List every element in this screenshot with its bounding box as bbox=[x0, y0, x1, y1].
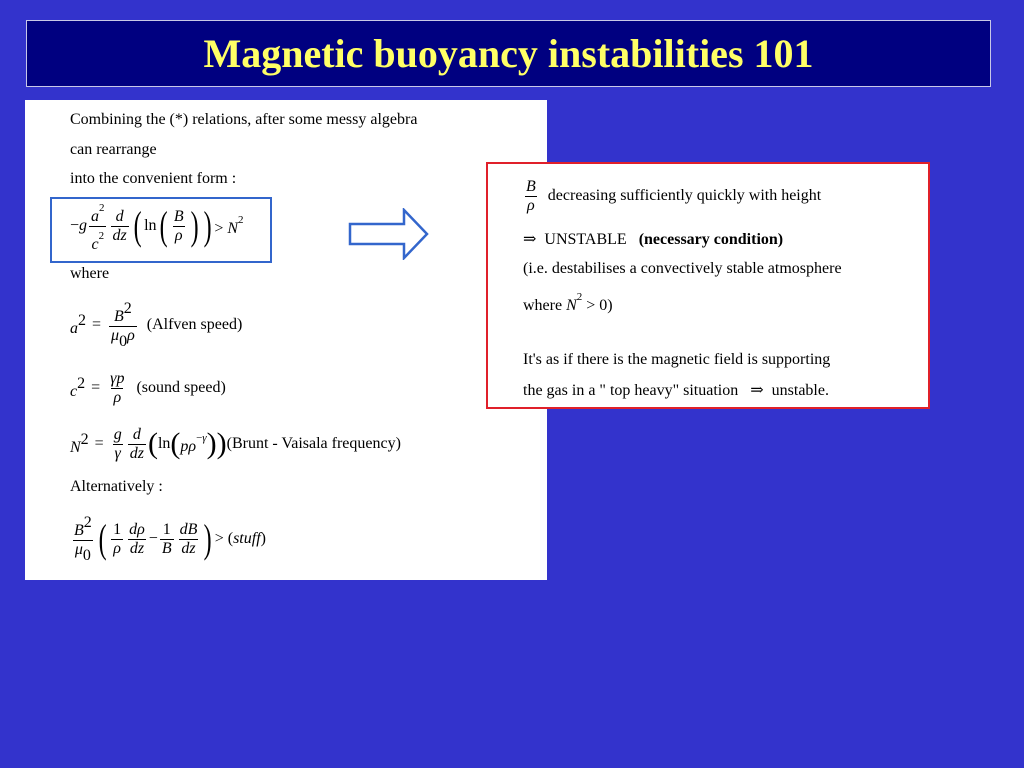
derivation-panel bbox=[25, 100, 547, 580]
conclusion-line-3: (i.e. destabilises a convectively stable atmosphere bbox=[523, 260, 842, 277]
alfven-equation: $a^2$ = $\frac{B^2}{\mu_0\rho}$ (Alfven speed) bbox=[70, 299, 243, 350]
where-n-text: where bbox=[523, 297, 563, 314]
alternatively-label: Alternatively : bbox=[70, 478, 163, 495]
title-bar bbox=[26, 20, 991, 87]
sound-label: (sound speed) bbox=[136, 379, 226, 396]
intro-line-3: into the convenient form : bbox=[70, 170, 237, 187]
unstable-tail-text: unstable. bbox=[771, 382, 829, 399]
decreasing-text: decreasing sufficiently quickly with height bbox=[547, 187, 822, 204]
sound-equation: $c^2$ = $\frac{\gamma p}{\rho}$ (sound speed) bbox=[70, 369, 226, 406]
intro-line-1: Combining the (*) relations, after some messy algebra bbox=[70, 111, 418, 128]
right-arrow-icon bbox=[348, 208, 430, 260]
conclusion-line-2: ⇒ UNSTABLE (necessary condition) bbox=[523, 231, 784, 248]
alfven-label: (Alfven speed) bbox=[146, 316, 243, 333]
where-tail-text: > 0) bbox=[586, 297, 613, 314]
top-heavy-text: the gas in a " top heavy" situation bbox=[523, 382, 739, 399]
conclusion-box bbox=[486, 162, 930, 409]
slide-title: Magnetic buoyancy instabilities 101 bbox=[203, 31, 814, 76]
necessary-condition-text: (necessary condition) bbox=[638, 231, 784, 248]
stuff-term: stuff bbox=[233, 530, 261, 547]
brunt-equation: $N^2$ = $\frac{g}{\gamma}$ $\frac{d}{dz}$ ( ln ( $p\rho^{-\gamma}$ )) (Brunt - Vaisala frequency) bbox=[70, 425, 401, 462]
main-inequality: −g $\frac{a^2}{c^2}$ $\frac{d}{dz}$ ( ln ( $\frac{B}{\rho}$ ) ) > $N^2$ bbox=[70, 201, 244, 253]
conclusion-line-1: $\frac{B}{\rho}$ decreasing sufficiently quickly with height bbox=[526, 177, 822, 214]
unstable-text: UNSTABLE bbox=[544, 231, 627, 248]
conclusion-line-6: the gas in a " top heavy" situation ⇒ unstable. bbox=[523, 382, 829, 399]
where-label: where bbox=[70, 265, 110, 282]
intro-line-2: can rearrange bbox=[70, 141, 157, 158]
conclusion-line-5: It's as if there is the magnetic field is supporting bbox=[523, 351, 831, 368]
highlight-box-blue bbox=[50, 197, 272, 263]
brunt-label: (Brunt - Vaisala frequency) bbox=[226, 435, 401, 452]
alternative-inequality: $\frac{B^2}{\mu_0}$ ( $\frac{1}{\rho}$ $\frac{d\rho}{dz}$ − $\frac{1}{B}$ $\frac{dB}{dz}$ ) > (stuff) bbox=[74, 513, 266, 564]
conclusion-line-4: where $N^2 > 0$) bbox=[523, 291, 613, 314]
